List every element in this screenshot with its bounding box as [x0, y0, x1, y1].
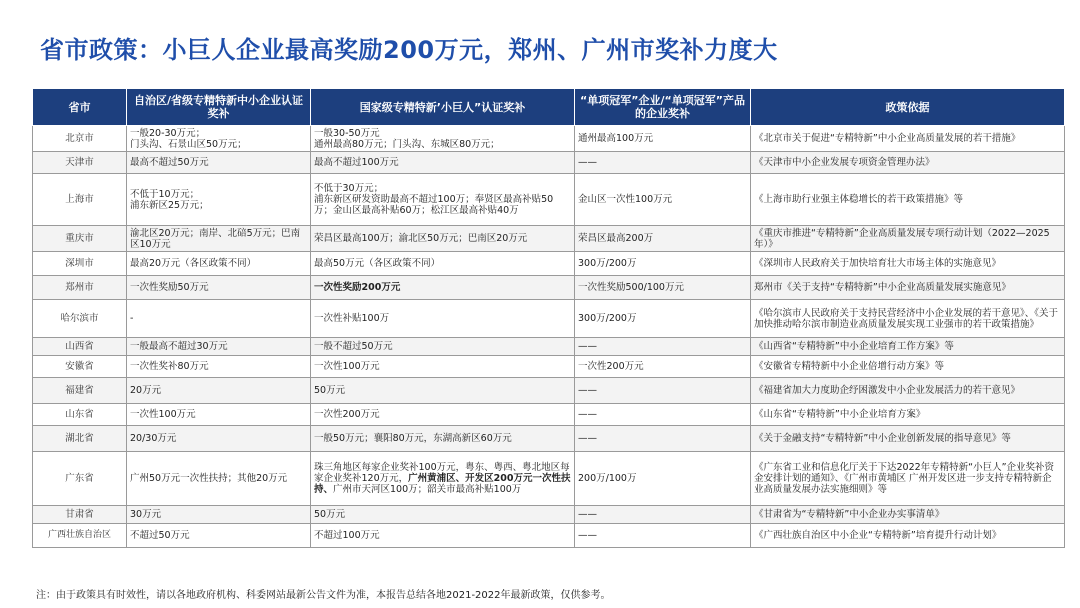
table-row	[33, 378, 1065, 404]
national-award-cell: 50万元	[311, 378, 575, 404]
champion-award-cell: ——	[575, 378, 751, 404]
table-row	[33, 174, 1065, 226]
province-cell: 甘肃省	[33, 506, 127, 524]
national-award-cell: 最高50万元（各区政策不同）	[311, 252, 575, 276]
table-row	[33, 152, 1065, 174]
table-header-row	[33, 89, 1065, 126]
national-award-text-tail: 广州市天河区100万；韶关市最高补贴100万	[333, 484, 522, 495]
champion-award-cell: ——	[575, 404, 751, 426]
national-award-cell: 50万元	[311, 506, 575, 524]
champion-award-cell: 一次性200万元	[575, 356, 751, 378]
national-award-cell	[311, 452, 575, 506]
header-national-award: 国家级专精特新’小巨人”认证奖补	[311, 89, 575, 126]
policy-basis-cell: 《北京市关于促进“专精特新”中小企业高质量发展的若干措施》	[751, 126, 1065, 152]
champion-award-cell: ——	[575, 338, 751, 356]
provincial-award-cell: 30万元	[127, 506, 311, 524]
table-row	[33, 226, 1065, 252]
policy-basis-cell: 《安徽省专精特新中小企业倍增行动方案》等	[751, 356, 1065, 378]
provincial-award-cell: 20/30万元	[127, 426, 311, 452]
policy-basis-cell: 《关于金融支持“专精特新”中小企业创新发展的指导意见》等	[751, 426, 1065, 452]
champion-award-cell: ——	[575, 426, 751, 452]
champion-award-cell: ——	[575, 524, 751, 548]
table-row	[33, 404, 1065, 426]
national-award-cell: 最高不超过100万元	[311, 152, 575, 174]
national-award-cell: 荣昌区最高100万；渝北区50万元；巴南区20万元	[311, 226, 575, 252]
provincial-award-cell: 一般最高不超过30万元	[127, 338, 311, 356]
policy-basis-cell: 《广西壮族自治区中小企业“专精特新”培育提升行动计划》	[751, 524, 1065, 548]
national-award-cell: 一次性奖励200万元	[311, 276, 575, 300]
table-row	[33, 506, 1065, 524]
champion-award-cell: 300万/200万	[575, 300, 751, 338]
table-row	[33, 338, 1065, 356]
champion-award-cell: ——	[575, 152, 751, 174]
national-award-cell: 一次性100万元	[311, 356, 575, 378]
national-award-cell: 不低于30万元； 浦东新区研发资助最高不超过100万；奉贤区最高补贴50万；金山区最高补贴60万；松江区最高补贴40万	[311, 174, 575, 226]
table-row	[33, 276, 1065, 300]
provincial-award-cell: 渝北区20万元；南岸、北碚5万元；巴南区10万元	[127, 226, 311, 252]
policy-basis-cell: 《重庆市推进“专精特新”企业高质量发展专项行动计划（2022—2025年）》	[751, 226, 1065, 252]
table-row	[33, 126, 1065, 152]
province-cell: 广东省	[33, 452, 127, 506]
provincial-award-cell: 广州50万元一次性扶持；其他20万元	[127, 452, 311, 506]
provincial-award-cell: 一般20-30万元； 门头沟、石景山区50万元；	[127, 126, 311, 152]
policy-basis-cell: 《上海市助行业强主体稳增长的若干政策措施》等	[751, 174, 1065, 226]
page-title: 省市政策：小巨人企业最高奖励200万元，郑州、广州市奖补力度大	[40, 36, 778, 64]
provincial-award-cell: 不低于10万元； 浦东新区25万元；	[127, 174, 311, 226]
province-cell: 安徽省	[33, 356, 127, 378]
province-cell: 湖北省	[33, 426, 127, 452]
champion-award-cell: 金山区一次性100万元	[575, 174, 751, 226]
provincial-award-cell: 一次性100万元	[127, 404, 311, 426]
province-cell: 北京市	[33, 126, 127, 152]
champion-award-cell: 通州最高100万元	[575, 126, 751, 152]
header-champion-award: “单项冠军”企业/“单项冠军”产品的企业奖补	[575, 89, 751, 126]
province-cell: 郑州市	[33, 276, 127, 300]
table-row	[33, 356, 1065, 378]
national-award-cell: 一次性200万元	[311, 404, 575, 426]
policy-basis-cell: 《哈尔滨市人民政府关于支持民营经济中小企业发展的若干意见》、《关于加快推动哈尔滨市制造业高质量发展实现工业强市的若干政策措施》	[751, 300, 1065, 338]
province-cell: 广西壮族自治区	[33, 524, 127, 548]
table-row	[33, 426, 1065, 452]
champion-award-cell: ——	[575, 506, 751, 524]
provincial-award-cell: 不超过50万元	[127, 524, 311, 548]
province-cell: 哈尔滨市	[33, 300, 127, 338]
province-cell: 重庆市	[33, 226, 127, 252]
footnote: 注：由于政策具有时效性，请以各地政府机构、科委网站最新公告文件为准，本报告总结各地2021-2022年最新政策，仅供参考。	[36, 590, 611, 601]
policy-basis-cell: 《山东省“专精特新”中小企业培育方案》	[751, 404, 1065, 426]
national-award-cell: 不超过100万元	[311, 524, 575, 548]
champion-award-cell: 300万/200万	[575, 252, 751, 276]
policy-basis-cell: 《广东省工业和信息化厅关于下达2022年专精特新“小巨人”企业奖补资金安排计划的通知》、《广州市黄埔区 广州开发区进一步支持专精特新企业高质量发展办法实施细则》等	[751, 452, 1065, 506]
province-cell: 山西省	[33, 338, 127, 356]
champion-award-cell: 荣昌区最高200万	[575, 226, 751, 252]
province-cell: 天津市	[33, 152, 127, 174]
provincial-award-cell: 一次性奖补80万元	[127, 356, 311, 378]
table-row	[33, 252, 1065, 276]
table-row	[33, 452, 1065, 506]
province-cell: 福建省	[33, 378, 127, 404]
table-row	[33, 524, 1065, 548]
table-row	[33, 300, 1065, 338]
provincial-award-cell: -	[127, 300, 311, 338]
provincial-award-cell: 一次性奖励50万元	[127, 276, 311, 300]
national-award-cell: 一般不超过50万元	[311, 338, 575, 356]
provincial-award-cell: 20万元	[127, 378, 311, 404]
provincial-award-cell: 最高20万元（各区政策不同）	[127, 252, 311, 276]
province-cell: 上海市	[33, 174, 127, 226]
policy-basis-cell: 郑州市《关于支持“专精特新”中小企业高质量发展实施意见》	[751, 276, 1065, 300]
policy-basis-cell: 《深圳市人民政府关于加快培育壮大市场主体的实施意见》	[751, 252, 1065, 276]
header-provincial-award: 自治区/省级专精特新中小企业认证奖补	[127, 89, 311, 126]
policy-table	[32, 88, 1065, 548]
policy-basis-cell: 《山西省“专精特新”中小企业培育工作方案》等	[751, 338, 1065, 356]
policy-basis-cell: 《甘肃省为“专精特新”中小企业办实事清单》	[751, 506, 1065, 524]
province-cell: 深圳市	[33, 252, 127, 276]
national-award-cell: 一次性补贴100万	[311, 300, 575, 338]
champion-award-cell: 一次性奖励500/100万元	[575, 276, 751, 300]
header-policy-basis: 政策依据	[751, 89, 1065, 126]
header-province: 省市	[33, 89, 127, 126]
national-award-cell: 一般30-50万元 通州最高80万元；门头沟、东城区80万元；	[311, 126, 575, 152]
provincial-award-cell: 最高不超过50万元	[127, 152, 311, 174]
national-award-cell: 一般50万元；襄阳80万元，东湖高新区60万元	[311, 426, 575, 452]
policy-basis-cell: 《福建省加大力度助企纾困激发中小企业发展活力的若干意见》	[751, 378, 1065, 404]
champion-award-cell: 200万/100万	[575, 452, 751, 506]
province-cell: 山东省	[33, 404, 127, 426]
national-award-text: 珠三角地区每家企业奖补100万元，粤东、粤西、粤北地区每家企业奖补120万元，	[314, 462, 570, 484]
national-award-bold-text: 广州黄浦区、开发区200万元一次性扶持、	[314, 473, 571, 495]
policy-basis-cell: 《天津市中小企业发展专项资金管理办法》	[751, 152, 1065, 174]
